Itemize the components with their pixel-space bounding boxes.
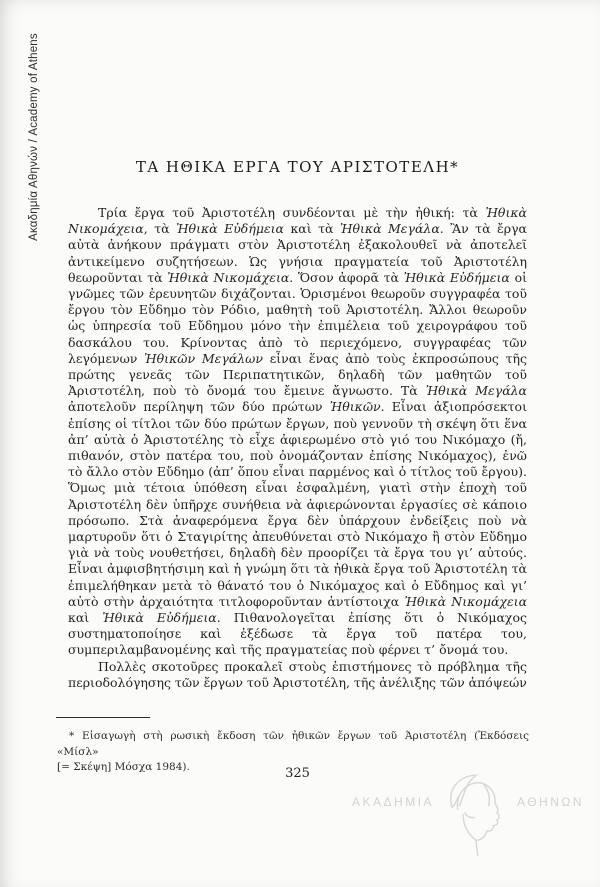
page-title: ΤΑ ΗΘΙΚΑ ΕΡΓΑ ΤΟΥ ΑΡΙΣΤΟΤΕΛΗ*	[135, 158, 460, 176]
academy-watermark	[352, 770, 584, 862]
footnote-line: * Εἰσαγωγὴ στὴ ρωσικὴ ἔκδοση τῶν ἠθικῶν ἔργων τοῦ Ἀριστοτέλη (Ἐκδόσεις «Μίσλ»	[57, 730, 529, 758]
body-paragraph: Τρία ἔργα τοῦ Ἀριστοτέλη συνδέονται μὲ τὴν ἠθική: τὰ Ἠθικὰ Νικομάχεια, τὰ Ἠθικὰ Εὐδήμεια καὶ τὰ Ἠθικὰ Μεγάλα. Ἂν τὰ ἔργα αὐτὰ ἀνήκουν πράγματι στὸν Ἀριστοτέλη ἐξακολουθεῖ νὰ ἀποτελεῖ ἀντικείμενο συζητήσεων. Ὡς γνήσια πραγματεία τοῦ Ἀριστοτέλη θεωροῦνται τὰ Ἠθικὰ Νικομάχεια. Ὅσον ἀφορᾶ τὰ Ἠθικὰ Εὐδήμεια οἱ γνῶμες τῶν ἐρευνητῶν διχάζονται. Ὁρισμένοι θεωροῦν συγγραφέα τοῦ ἔργου τὸν Εὔδημο τὸν Ρόδιο, μαθητὴ τοῦ Ἀριστοτέλη. Ἄλλοι θεωροῦν ὡς ὑπηρεσία τοῦ Εὔδημου μόνο τὴν ἐπιμέλεια τοῦ χειρογράφου τοῦ δασκάλου του. Κρίνοντας ἀπὸ τὸ περιεχόμενο, συγγραφέας τῶν λεγόμενων Ἠθικῶν Μεγάλων εἶναι ἕνας ἀπὸ τοὺς ἐκπροσώπους τῆς πρώτης γενεᾶς τῶν Περιπατητικῶν, δηλαδὴ τῶν μαθητῶν τοῦ Ἀριστοτέλη, ποὺ τὸ ὄνομά του ἔμεινε ἄγνωστο. Τὰ Ἠθικὰ Μεγάλα ἀποτελοῦν περίληψη τῶν δύο πρώτων Ἠθικῶν. Εἶναι ἀξιοπρόσεκτοι ἐπίσης οἱ τίτλοι τῶν δύο πρώτων ἔργων, ποὺ γεννοῦν τὴ σκέψη ὅτι ἕνα ἀπ’ αὐτὰ ὁ Ἀριστοτέλης τὸ εἶχε ἀφιερωμένο στὸ γιό του Νικόμαχο (ἤ, πιθανόν, στὸν πατέρα του, ποὺ ὀνομάζονταν ἐπίσης Νικόμαχος), ἐνῶ τὸ ἄλλο στὸν Εὔδημο (ἀπ’ ὅπου εἶναι παρμένος καὶ ὁ τίτλος τοῦ ἔργου). Ὅμως μιὰ τέτοια ὑπόθεση εἶναι ἐσφαλμένη, γιατὶ στὴν ἐποχὴ τοῦ Ἀριστοτέλη δὲν ὑπῆρχε συνήθεια νὰ ἀφιερώνονται ἐργασίες σὲ κάποιο πρόσωπο. Στὰ ἀναφερόμενα ἔργα δὲν ὑπάρχουν ἐνδείξεις ποὺ νὰ μαρτυροῦν ὅτι ὁ Σταγιρίτης ἀπευθύνεται στὸ Νικόμαχο ἢ στὸν Εὔδημο γιὰ νὰ τοὺς νουθετήσει, δηλαδὴ δὲν προορίζει τὰ ἔργα του γι’ αὐτούς. Εἶναι ἀμφισβητήσιμη καὶ ἡ γνώμη ὅτι τὰ ἠθικὰ ἔργα τοῦ Ἀριστοτέλη τὰ ἐπιμελήθηκαν μετὰ τὸ θάνατό του ὁ Νικόμαχος καὶ ὁ Εὔδημος καὶ γι’ αὐτὸ στὴν ἀρχαιότητα τιτλοφοροῦνταν ἀντίστοιχα Ἠθικὰ Νικομάχεια καὶ Ἠθικὰ Εὐδήμεια. Πιθανολογεῖται ἐπίσης ὅτι ὁ Νικόμαχος συστηματοποίησε καὶ ἐξέδωσε τὰ ἔργα τοῦ πατέρα του, συμπεριλαμβανομένης καὶ τῆς πραγματείας ποὺ φέρνει τ’ ὄνομά του.	[68, 205, 528, 658]
article-body	[68, 205, 527, 691]
footnote-line: [= Σκέψη] Μόσχα 1984).	[57, 761, 190, 773]
page-number: 325	[285, 766, 310, 781]
footnote-separator	[56, 717, 150, 718]
watermark-athinon-text: ΑΘΗΝΩΝ	[516, 795, 584, 809]
watermark-akadimia-text: ΑΚΑΔΗΜΙΑ	[352, 795, 435, 809]
athena-emblem-icon	[443, 771, 507, 861]
library-stamp-vertical: Ακαδημία Αθηνών / Academy of Athens	[28, 33, 40, 241]
body-paragraph: Πολλὲς σκοτοῦρες προκαλεῖ στοὺς ἐπιστήμονες τὸ πρόβλημα τῆς περιοδολόγησης τῶν ἔργων τοῦ Ἀριστοτέλη, τῆς ἀνέλιξης τῶν ἀπόψεών	[68, 658, 527, 690]
